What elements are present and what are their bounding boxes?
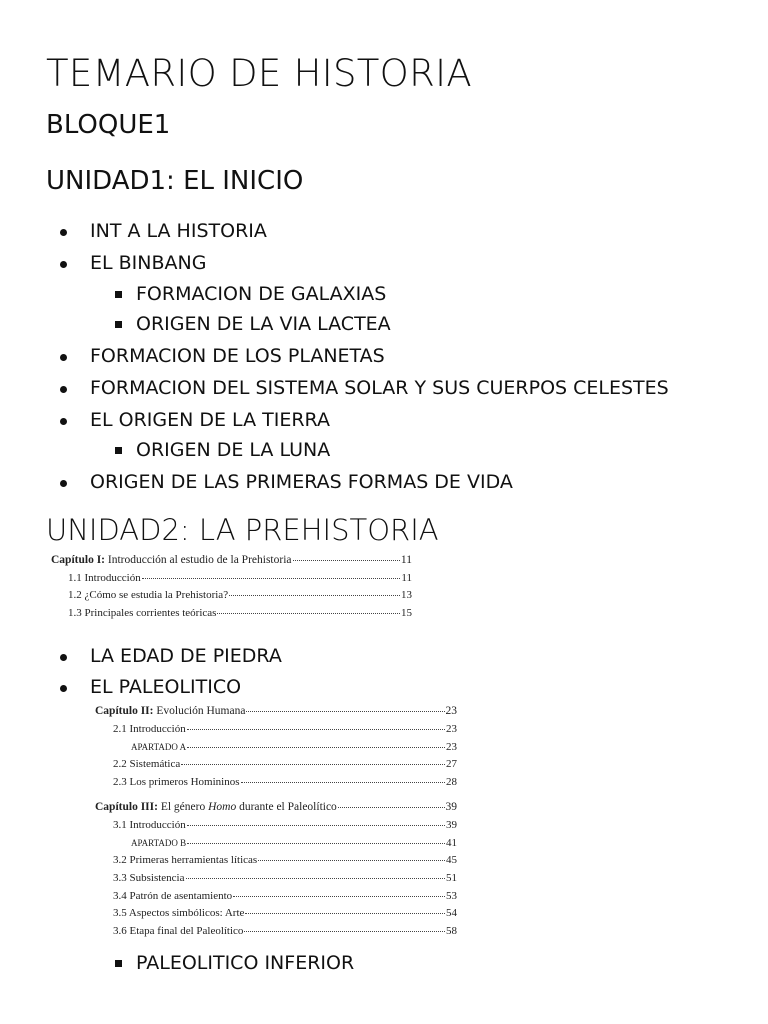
toc-row (113, 907, 457, 919)
toc-leader (186, 877, 446, 879)
toc-leader (217, 612, 400, 614)
toc-row (113, 890, 457, 902)
list-item: ORIGEN DE LAS PRIMERAS FORMAS DE VIDA (90, 471, 513, 493)
toc-page-number: 23 (446, 741, 457, 753)
toc-chapter-row (95, 801, 457, 813)
toc-leader (187, 842, 445, 844)
toc-page-number: 41 (446, 837, 457, 849)
toc-page-number: 15 (401, 607, 412, 619)
toc-leader (187, 746, 445, 748)
toc-leader (245, 912, 445, 914)
toc-entry-label: APARTADO B (131, 838, 187, 848)
toc-entry-label: 3.3 Subsistencia (113, 872, 185, 884)
toc-page-number: 58 (446, 925, 457, 937)
toc-leader (241, 781, 446, 783)
toc-page-number: 13 (401, 589, 412, 601)
toc-leader (187, 824, 445, 826)
toc-page-number: 28 (446, 776, 457, 788)
unit1-heading: UNIDAD1: EL INICIO (46, 166, 304, 196)
toc-page-number: 23 (445, 705, 457, 717)
toc-row (113, 925, 457, 937)
toc-chapter-title: Evolución Humana (153, 705, 246, 717)
unit2-heading: UNIDAD2: LA PREHISTORIA (46, 513, 439, 547)
sub-list-item: FORMACION DE GALAXIAS (136, 283, 387, 305)
toc-entry-label: 3.2 Primeras herramientas líticas (113, 854, 258, 866)
toc-leader (246, 710, 444, 712)
toc-chapter-title-italic: Homo (208, 801, 237, 813)
toc-entry-label: 3.4 Patrón de asentamiento (113, 890, 233, 902)
toc-chapter-row (95, 705, 457, 717)
list-item: INT A LA HISTORIA (90, 220, 267, 242)
toc-entry-label: 2.3 Los primeros Homininos (113, 776, 240, 788)
list-item: FORMACION DE LOS PLANETAS (90, 345, 385, 367)
toc-leader (233, 895, 445, 897)
toc-entry-label: 1.2 ¿Cómo se estudia la Prehistoria? (68, 589, 229, 601)
toc-leader (229, 594, 400, 596)
toc-row (113, 776, 457, 788)
list-item: EL BINBANG (90, 252, 207, 274)
toc-page-number: 11 (400, 554, 412, 566)
toc-row (113, 819, 457, 831)
block-heading: BLOQUE1 (46, 110, 171, 140)
toc-page-number: 27 (446, 758, 457, 770)
toc-chapter-title: Introducción al estudio de la Prehistoria (105, 554, 292, 566)
toc-chapter-title-pre: El género (157, 801, 209, 813)
toc-row (131, 741, 457, 753)
document-title: TEMARIO DE HISTORIA (46, 52, 472, 95)
toc-chapter-number: Capítulo I: (51, 554, 105, 566)
toc-entry-label: 3.6 Etapa final del Paleolítico (113, 925, 244, 937)
toc-entry-label: APARTADO A (131, 742, 187, 752)
toc-chapter-number: Capítulo II: (95, 705, 154, 717)
toc-entry-label: 3.1 Introducción (113, 819, 186, 831)
toc-row (68, 589, 412, 601)
sub-list-item: PALEOLITICO INFERIOR (136, 952, 355, 974)
toc-page-number: 53 (446, 890, 457, 902)
toc-entry-label: 2.2 Sistemática (113, 758, 181, 770)
toc-entry-label: 1.3 Principales corrientes teóricas (68, 607, 217, 619)
toc-row (113, 872, 457, 884)
toc-row (68, 607, 412, 619)
sub-list-item: ORIGEN DE LA VIA LACTEA (136, 313, 391, 335)
toc-page-number: 45 (446, 854, 457, 866)
list-item: FORMACION DEL SISTEMA SOLAR Y SUS CUERPOS CELESTES (90, 377, 669, 399)
toc-page-number: 39 (446, 819, 457, 831)
toc-row (113, 758, 457, 770)
list-item: EL ORIGEN DE LA TIERRA (90, 409, 330, 431)
toc-page-number: 39 (445, 801, 457, 813)
toc-page-number: 51 (446, 872, 457, 884)
toc-leader (181, 763, 445, 765)
toc-page-number: 23 (446, 723, 457, 735)
toc-leader (187, 728, 445, 730)
toc-row (113, 723, 457, 735)
toc-entry-label: 3.5 Aspectos simbólicos: Arte (113, 907, 245, 919)
toc-page-number: 11 (401, 572, 412, 584)
toc-row (131, 837, 457, 849)
toc-leader (258, 859, 445, 861)
toc-entry-label: 1.1 Introducción (68, 572, 141, 584)
sub-list-item: ORIGEN DE LA LUNA (136, 439, 331, 461)
toc-entry-label: 2.1 Introducción (113, 723, 186, 735)
list-item: LA EDAD DE PIEDRA (90, 645, 282, 667)
toc-row (68, 572, 412, 584)
toc-chapter-title-post: durante el Paleolítico (236, 801, 337, 813)
toc-row (113, 854, 457, 866)
toc-leader (142, 577, 401, 579)
toc-page-number: 54 (446, 907, 457, 919)
toc-leader (293, 559, 400, 561)
toc-chapter-row (51, 554, 412, 566)
toc-chapter-number: Capítulo III: (95, 801, 158, 813)
list-item: EL PALEOLITICO (90, 676, 242, 698)
toc-leader (338, 806, 445, 808)
toc-leader (244, 930, 445, 932)
